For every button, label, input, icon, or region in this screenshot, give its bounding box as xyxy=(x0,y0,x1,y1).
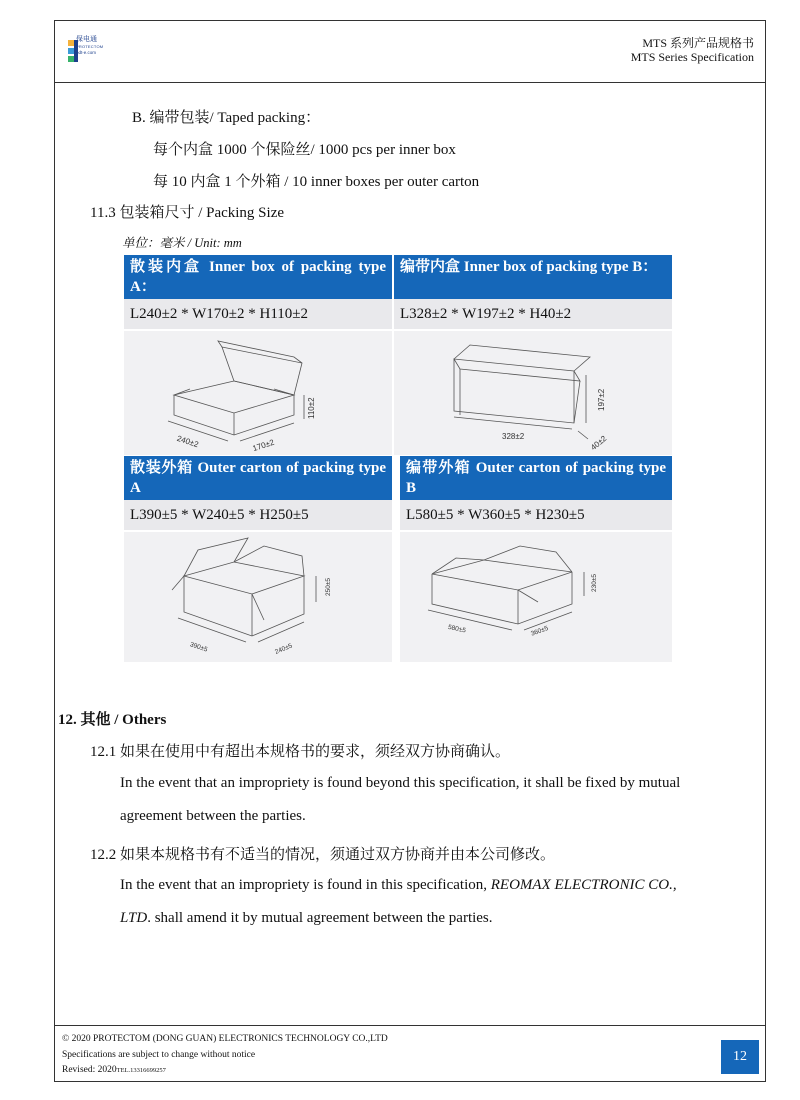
outer-carton-a-header: 散装外箱 Outer carton of packing type A xyxy=(124,456,392,500)
inner-box-a-header: 散装内盒 Inner box of packing type A： xyxy=(124,255,392,299)
others-item-2-en-text-end: . shall amend it by mutual agreement between the parties. xyxy=(147,910,493,926)
footer-copyright: © 2020 PROTECTOM (DONG GUAN) ELECTRONICS TECHNOLOGY CO.,LTD xyxy=(62,1034,388,1044)
footer-divider xyxy=(54,1025,766,1026)
logo-text-en: PROTECTOM xyxy=(76,44,104,49)
header-title-cn: MTS 系列产品规格书 xyxy=(642,36,754,50)
inner-box-b-length-label: 328±2 xyxy=(502,432,525,441)
outer-carton-b-height-label: 230±5 xyxy=(591,573,598,592)
inner-box-b-header: 编带内盒 Inner box of packing type B： xyxy=(394,255,672,299)
company-name-italic: REOMAX ELECTRONIC CO., xyxy=(490,877,677,893)
others-item-2-en-line-1 xyxy=(120,877,677,894)
outer-carton-a-height-label: 250±5 xyxy=(325,577,332,596)
outer-carton-a-size: L390±5 * W240±5 * H250±5 xyxy=(124,500,392,530)
unit-label: 单位：毫米 / Unit: mm xyxy=(122,236,242,250)
inner-box-b-size: L328±2 * W197±2 * H40±2 xyxy=(394,299,672,329)
inner-box-a-size: L240±2 * W170±2 * H110±2 xyxy=(124,299,392,329)
outer-carton-b-size: L580±5 * W360±5 * H230±5 xyxy=(400,500,672,530)
others-item-2-cn: 12.2 如果本规格书有不适当的情况，须通过双方协商并由本公司修改。 xyxy=(90,847,556,863)
others-item-1-en-line-2: agreement between the parties. xyxy=(120,808,306,824)
footer-tel: TEL.13316699257 xyxy=(116,1067,166,1074)
footer-revised-text: Revised: 2020 xyxy=(62,1065,117,1075)
outer-carton-b-width-label: 360±5 xyxy=(530,624,550,638)
outer-carton-b-header: 编带外箱 Outer carton of packing type B xyxy=(400,456,672,500)
taped-packing-heading: B. 编带包装/ Taped packing： xyxy=(132,110,321,126)
others-item-2-en-text: In the event that an impropriety is found in this specification, xyxy=(120,877,491,893)
footer-notice: Specifications are subject to change without notice xyxy=(62,1050,256,1060)
outer-carton-b-length-label: 580±5 xyxy=(447,623,467,635)
taped-packing-line-1: 每个内盒 1000 个保险丝/ 1000 pcs per inner box xyxy=(153,142,456,158)
page-number: 12 xyxy=(721,1040,759,1074)
inner-box-a-length-label: 240±2 xyxy=(175,433,200,450)
inner-box-a-drawing xyxy=(124,331,392,455)
others-item-1-cn: 12.1 如果在使用中有超出本规格书的要求，须经双方协商确认。 xyxy=(90,744,511,760)
others-heading: 12. 其他 / Others xyxy=(58,712,167,728)
taped-packing-line-2: 每 10 内盒 1 个外箱 / 10 inner boxes per outer carton xyxy=(153,174,480,190)
others-item-1-en-line-1: In the event that an impropriety is found beyond this specification, it shall be fixed by mutual xyxy=(120,775,681,791)
inner-box-a-height-label: 110±2 xyxy=(307,397,316,419)
outer-carton-a-drawing xyxy=(124,532,392,662)
outer-carton-b-drawing xyxy=(400,532,672,662)
inner-box-a-width-label: 170±2 xyxy=(251,437,276,454)
inner-box-b-width-label: 197±2 xyxy=(597,388,606,411)
others-item-2-en-line-2 xyxy=(120,910,493,927)
inner-box-b-drawing xyxy=(394,331,672,455)
logo-text-url: bdt-e.com xyxy=(76,50,97,55)
outer-carton-a-length-label: 390±5 xyxy=(189,641,209,654)
inner-box-b-height-label: 40±2 xyxy=(589,433,609,453)
company-name-italic-suffix: LTD xyxy=(120,910,148,926)
outer-carton-a-width-label: 240±5 xyxy=(274,642,294,656)
header-title-en: MTS Series Specification xyxy=(630,50,754,64)
header-divider xyxy=(54,82,766,83)
logo-text-cn: 保电通 xyxy=(76,35,97,43)
footer-revised xyxy=(62,1065,166,1075)
packing-size-heading: 11.3 包装箱尺寸 / Packing Size xyxy=(90,205,285,221)
